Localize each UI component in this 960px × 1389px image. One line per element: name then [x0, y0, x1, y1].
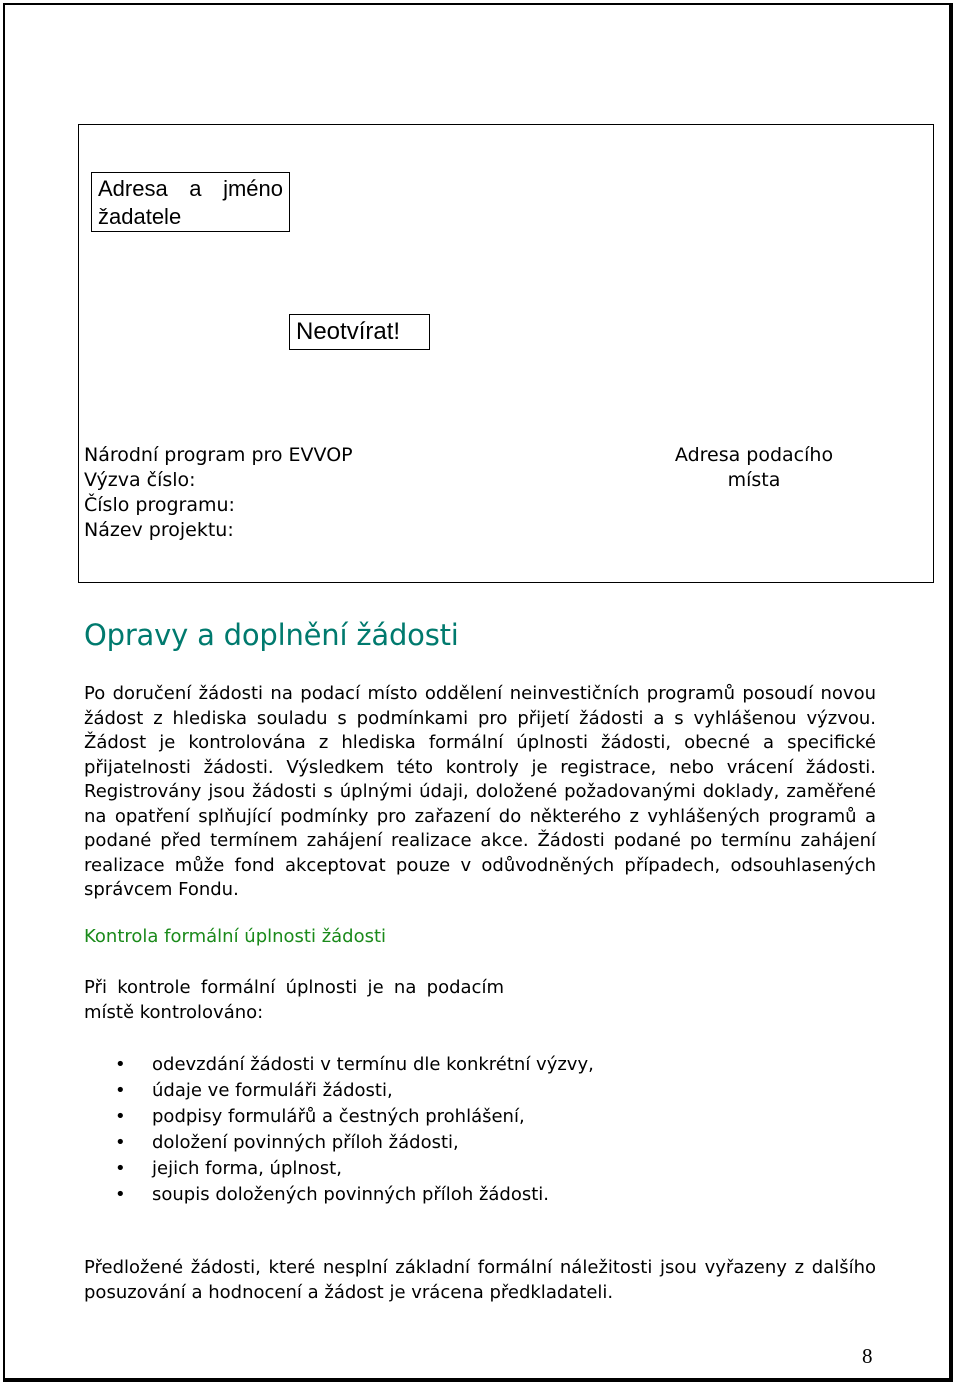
list-item-text: soupis doložených povinných příloh žádosti.	[152, 1184, 550, 1205]
list-item	[84, 1182, 594, 1208]
list-item	[84, 1130, 594, 1156]
do-not-open-box: Neotvírat!	[289, 314, 430, 350]
section-title: Opravy a doplnění žádosti	[84, 618, 459, 652]
checklist	[84, 1052, 594, 1208]
program-info-line: Výzva číslo:	[84, 469, 196, 491]
delivery-address: Adresa podacího místa	[674, 444, 834, 491]
subsection-title: Kontrola formální úplnosti žádosti	[84, 926, 387, 947]
bullet-icon: •	[115, 1054, 126, 1075]
closing-paragraph: Předložené žádosti, které nesplní základní formální náležitosti jsou vyřazeny z dalšího posuzování a hodnocení a žádost je vrácena předkladateli.	[84, 1257, 876, 1303]
program-info-line: Národní program pro EVVOP	[84, 444, 353, 466]
bullet-icon: •	[115, 1184, 126, 1205]
applicant-address-box: Adresa a jméno žadatele	[91, 172, 290, 232]
bullet-icon: •	[115, 1132, 126, 1153]
list-item-text: údaje ve formuláři žádosti,	[152, 1080, 393, 1101]
program-info	[84, 443, 353, 543]
intro-paragraph: Po doručení žádosti na podací místo oddělení neinvestičních programů posoudí novou žádost z hlediska souladu s podmínkami pro přijetí žádosti a s vyhlášenou výzvou. Žádost je kontrolována z hlediska formální úplnosti žádosti, obecné a specifické přijatelnosti žádosti. Výsledkem této kontroly je registrace, nebo vrácení žádosti. Registrovány jsou žádosti s úplnými údaji, doložené požadovanými doklady, zaměřené na opatření splňující podmínky pro zařazení do některého z vyhlášených programů a podané před termínem zahájení realizace akce. Žádosti podané po termínu zahájení realizace může fond akceptovat pouze v odůvodněných případech, odsouhlasených správcem Fondu.	[84, 683, 876, 900]
list-item	[84, 1078, 594, 1104]
list-item-text: podpisy formulářů a čestných prohlášení,	[152, 1106, 525, 1127]
list-item	[84, 1156, 594, 1182]
list-item-text: odevzdání žádosti v termínu dle konkrétní výzvy,	[152, 1054, 594, 1075]
list-item	[84, 1104, 594, 1130]
list-item-text: jejich forma, úplnost,	[152, 1158, 342, 1179]
list-item-text: doložení povinných příloh žádosti,	[152, 1132, 459, 1153]
bullet-icon: •	[115, 1080, 126, 1101]
page-number: 8	[862, 1344, 873, 1368]
program-info-line: Číslo programu:	[84, 494, 235, 516]
bullet-icon: •	[115, 1106, 126, 1127]
bullet-icon: •	[115, 1158, 126, 1179]
program-info-line: Název projektu:	[84, 519, 234, 541]
check-lead-paragraph: Při kontrole formální úplnosti je na podacím místě kontrolováno:	[84, 977, 504, 1023]
list-item	[84, 1052, 594, 1078]
